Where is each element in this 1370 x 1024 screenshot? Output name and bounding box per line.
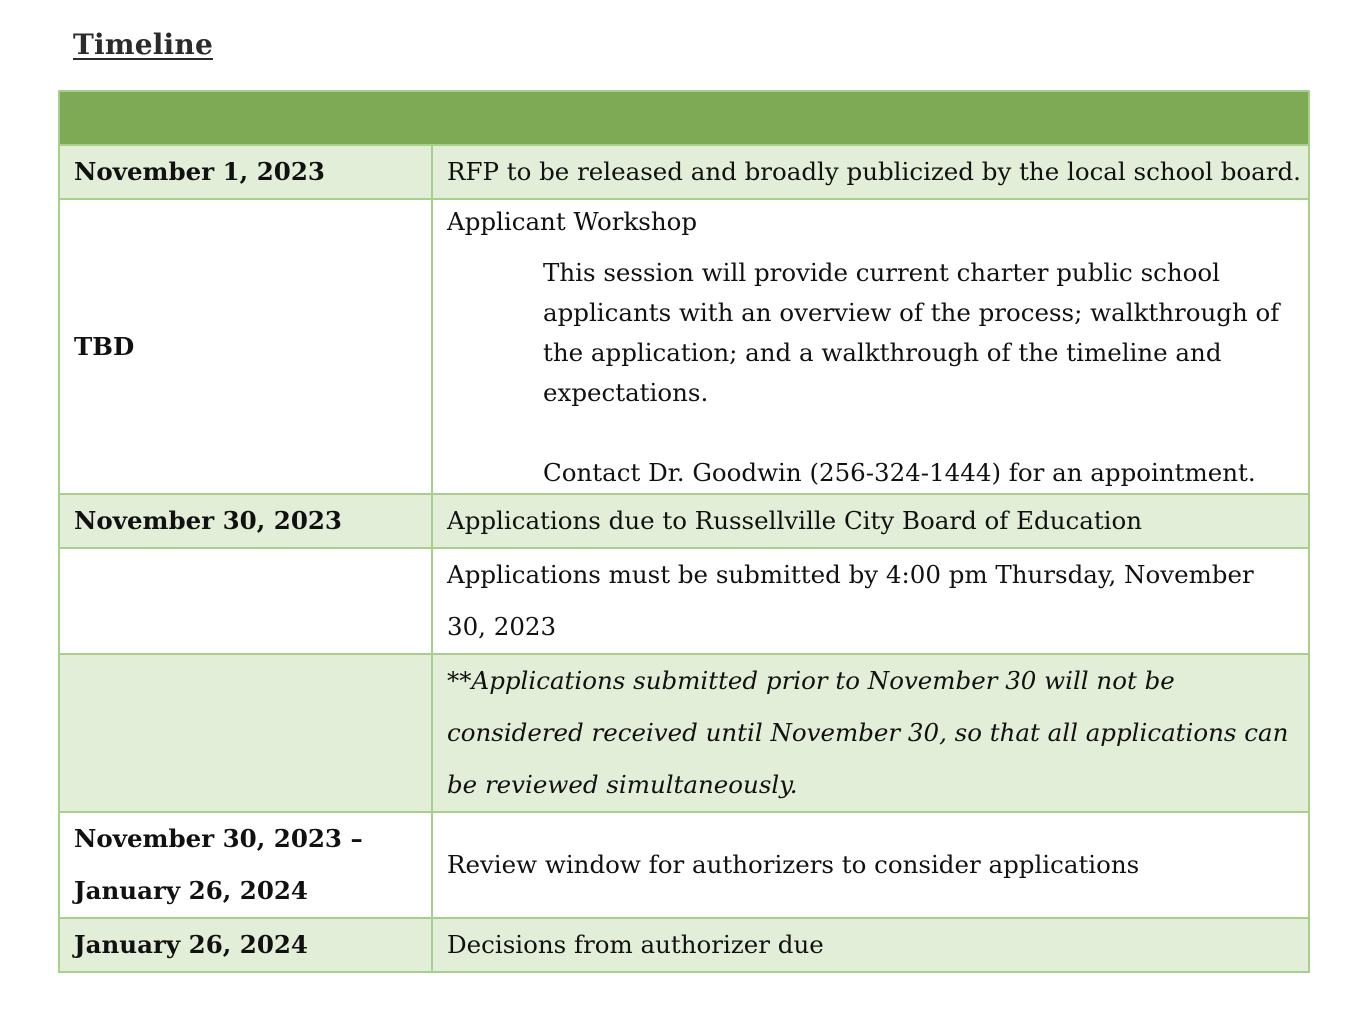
event-cell: Review window for authorizers to consider applications: [432, 812, 1309, 918]
event-cell: Applications due to Russellville City Board of Education: [432, 494, 1309, 548]
table-row: [59, 145, 1309, 199]
table-header-cell: [59, 91, 1309, 145]
event-cell: [432, 199, 1309, 494]
event-cell: Applications must be submitted by 4:00 pm Thursday, November 30, 2023: [432, 548, 1309, 654]
event-cell: RFP to be released and broadly publicized by the local school board.: [432, 145, 1309, 199]
page-title: Timeline: [73, 28, 213, 61]
table-row: [59, 199, 1309, 494]
table-row: [59, 494, 1309, 548]
timeline-table: [58, 90, 1310, 973]
date-cell: [59, 654, 432, 812]
workshop-contact: Contact Dr. Goodwin (256-324-1444) for an appointment.: [543, 458, 1256, 487]
table-row: [59, 654, 1309, 812]
event-cell: Decisions from authorizer due: [432, 918, 1309, 972]
date-cell: November 30, 2023: [59, 494, 432, 548]
table-row: [59, 812, 1309, 918]
event-cell: **Applications submitted prior to November 30 will not be considered received until November 30, so that all applications can be reviewed simultaneously.: [432, 654, 1309, 812]
table-header-row: [59, 91, 1309, 145]
date-cell: [59, 548, 432, 654]
table-row: [59, 548, 1309, 654]
date-cell: November 30, 2023 – January 26, 2024: [59, 812, 432, 918]
workshop-detail: This session will provide current charter public school applicants with an overview of the process; walkthrough of the application; and a walkthrough of the timeline and expectations.: [543, 258, 1280, 407]
date-cell: November 1, 2023: [59, 145, 432, 199]
date-cell: January 26, 2024: [59, 918, 432, 972]
table-row: [59, 918, 1309, 972]
date-cell: TBD: [59, 199, 432, 494]
workshop-title: Applicant Workshop: [447, 207, 698, 236]
